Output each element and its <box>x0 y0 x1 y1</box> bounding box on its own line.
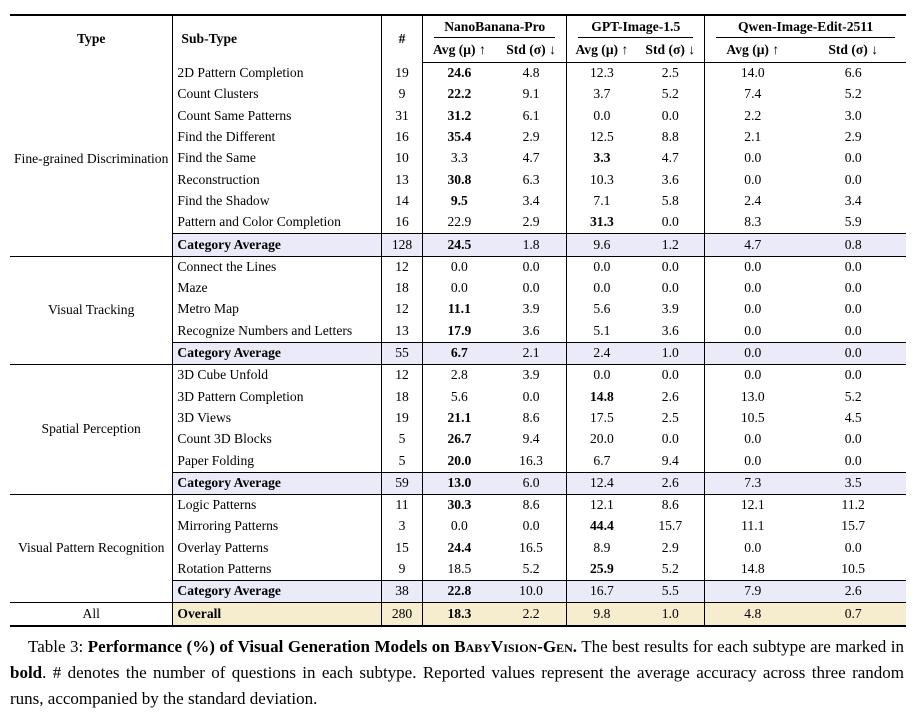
value-cell: 0.0 <box>844 171 862 187</box>
count-cell: 55 <box>382 342 423 364</box>
count-cell: 12 <box>382 299 423 320</box>
value-cell: 15.7 <box>658 518 683 534</box>
value-cell: 22.9 <box>422 212 495 234</box>
col-header-std-0: Std (σ) ↓ <box>496 39 567 63</box>
value-cell: 3.0 <box>844 107 862 123</box>
value-cell: 11.2 <box>841 497 865 513</box>
value-cell: 2.4 <box>705 191 801 212</box>
value-cell: 0.0 <box>705 148 801 169</box>
subtype-cell: Count Same Patterns <box>173 106 382 127</box>
value-cell: 24.5 <box>422 234 495 256</box>
value-cell: 0.0 <box>661 367 679 383</box>
count-cell: 16 <box>382 127 423 148</box>
value-cell: 7.3 <box>705 472 801 494</box>
value-cell: 15.7 <box>841 518 866 534</box>
count-cell: 18 <box>382 386 423 407</box>
value-cell: 31.3 <box>567 212 637 234</box>
value-cell: 0.0 <box>844 301 862 317</box>
count-cell: 280 <box>382 603 423 626</box>
value-cell: 5.6 <box>567 299 637 320</box>
col-header-std-2: Std (σ) ↓ <box>800 39 906 63</box>
count-cell: 9 <box>382 559 423 581</box>
value-cell: 13.0 <box>705 386 801 407</box>
value-cell: 12.5 <box>567 127 637 148</box>
results-table-container <box>10 14 906 627</box>
category-average-label: Category Average <box>173 342 382 364</box>
count-cell: 14 <box>382 191 423 212</box>
value-cell: 5.2 <box>844 86 862 102</box>
value-cell: 9.8 <box>567 603 637 626</box>
value-cell: 3.6 <box>522 322 540 338</box>
value-cell: 10.3 <box>567 169 637 190</box>
count-cell: 59 <box>382 472 423 494</box>
value-cell: 0.0 <box>844 322 862 338</box>
count-cell: 11 <box>382 494 423 516</box>
value-cell: 14.0 <box>705 63 801 85</box>
header-model-row <box>10 15 906 39</box>
value-cell: 9.4 <box>522 431 540 447</box>
col-header-type: Type <box>76 30 106 46</box>
value-cell: 0.0 <box>705 299 801 320</box>
category-average-label: Category Average <box>173 472 382 494</box>
value-cell: 3.9 <box>522 367 540 383</box>
value-cell: 2.9 <box>844 129 862 145</box>
value-cell: 3.7 <box>567 84 637 105</box>
table-header <box>10 15 906 63</box>
value-cell: 6.0 <box>496 472 567 494</box>
value-cell: 8.6 <box>522 409 540 425</box>
value-cell: 8.6 <box>522 497 540 513</box>
overall-label: Overall <box>173 603 382 626</box>
value-cell: 0.7 <box>800 603 906 626</box>
caption-text-2: . # denotes the number of questions in each subtype. Reported values represent the average accuracy across three random runs, accompanied by the standard deviation. <box>10 663 904 708</box>
value-cell: 7.9 <box>705 581 801 603</box>
category-average-label: Category Average <box>173 234 382 256</box>
value-cell: 25.9 <box>567 559 637 581</box>
type-cell: Visual Tracking <box>47 301 135 317</box>
value-cell: 0.0 <box>705 256 801 278</box>
caption-text-1: The best results for each subtype are marked in <box>577 637 905 656</box>
value-cell: 3.4 <box>844 192 862 208</box>
value-cell: 5.8 <box>661 192 679 208</box>
value-cell: 0.0 <box>844 280 862 296</box>
value-cell: 10.5 <box>705 408 801 429</box>
subtype-row <box>10 365 906 387</box>
count-cell: 12 <box>382 256 423 278</box>
value-cell: 4.8 <box>522 65 540 81</box>
value-cell: 0.0 <box>422 278 495 299</box>
value-cell: 0.0 <box>661 431 679 447</box>
count-cell: 5 <box>382 429 423 450</box>
value-cell: 0.0 <box>661 280 679 296</box>
value-cell: 6.7 <box>422 342 495 364</box>
value-cell: 5.9 <box>844 214 862 230</box>
value-cell: 9.4 <box>661 452 679 468</box>
subtype-cell: Rotation Patterns <box>173 559 382 581</box>
value-cell: 11.1 <box>422 299 495 320</box>
value-cell: 24.6 <box>422 63 495 85</box>
value-cell: 17.5 <box>567 408 637 429</box>
value-cell: 4.7 <box>705 234 801 256</box>
results-table <box>10 14 906 627</box>
value-cell: 0.8 <box>800 234 906 256</box>
value-cell: 0.0 <box>705 365 801 387</box>
value-cell: 22.2 <box>422 84 495 105</box>
value-cell: 0.0 <box>844 367 862 383</box>
type-cell: Spatial Perception <box>41 421 141 437</box>
caption-prefix: Table 3: <box>28 637 88 656</box>
value-cell: 9.5 <box>422 191 495 212</box>
col-header-model-nanobanana-pro: NanoBanana-Pro <box>422 15 566 39</box>
subtype-cell: Find the Different <box>173 127 382 148</box>
subtype-cell: Mirroring Patterns <box>173 516 382 537</box>
value-cell: 8.3 <box>705 212 801 234</box>
value-cell: 1.2 <box>636 234 704 256</box>
value-cell: 0.0 <box>422 516 495 537</box>
subtype-cell: Pattern and Color Completion <box>173 212 382 234</box>
value-cell: 0.0 <box>661 107 679 123</box>
value-cell: 2.4 <box>567 342 637 364</box>
value-cell: 30.3 <box>422 494 495 516</box>
value-cell: 5.2 <box>661 561 679 576</box>
value-cell: 0.0 <box>705 429 801 450</box>
subtype-cell: Count Clusters <box>173 84 382 105</box>
col-header-avg-1: Avg (μ) ↑ <box>567 39 637 63</box>
col-header-std-1: Std (σ) ↓ <box>636 39 704 63</box>
subtype-cell: Count 3D Blocks <box>173 429 382 450</box>
value-cell: 0.0 <box>844 431 862 447</box>
value-cell: 0.0 <box>522 388 540 404</box>
value-cell: 21.1 <box>422 408 495 429</box>
subtype-cell: Logic Patterns <box>173 494 382 516</box>
value-cell: 3.5 <box>800 472 906 494</box>
category-average-label: Category Average <box>173 581 382 603</box>
subtype-cell: 3D Pattern Completion <box>173 386 382 407</box>
value-cell: 7.4 <box>705 84 801 105</box>
value-cell: 0.0 <box>705 169 801 190</box>
type-cell: Visual Pattern Recognition <box>17 540 165 556</box>
col-header-subtype: Sub-Type <box>173 15 382 63</box>
value-cell: 0.0 <box>522 258 540 274</box>
type-cell: Fine-grained Discrimination <box>14 150 169 166</box>
subtype-cell: Metro Map <box>173 299 382 320</box>
value-cell: 0.0 <box>800 342 906 364</box>
count-cell: 38 <box>382 581 423 603</box>
col-header-model-qwen-image-edit: Qwen-Image-Edit-2511 <box>705 15 906 39</box>
value-cell: 8.8 <box>661 129 679 145</box>
value-cell: 17.9 <box>422 321 495 343</box>
value-cell: 1.0 <box>636 342 704 364</box>
value-cell: 0.0 <box>844 150 862 166</box>
value-cell: 9.6 <box>567 234 637 256</box>
value-cell: 8.6 <box>661 497 679 513</box>
value-cell: 0.0 <box>567 278 637 299</box>
count-cell: 12 <box>382 365 423 387</box>
count-cell: 15 <box>382 538 423 559</box>
value-cell: 20.0 <box>422 450 495 472</box>
value-cell: 3.6 <box>661 171 679 187</box>
count-cell: 13 <box>382 321 423 343</box>
value-cell: 0.0 <box>705 321 801 343</box>
value-cell: 22.8 <box>422 581 495 603</box>
value-cell: 1.8 <box>496 234 567 256</box>
value-cell: 14.8 <box>567 386 637 407</box>
value-cell: 0.0 <box>422 256 495 278</box>
value-cell: 16.5 <box>519 539 543 555</box>
value-cell: 26.7 <box>422 429 495 450</box>
value-cell: 6.1 <box>522 107 540 123</box>
value-cell: 2.8 <box>422 365 495 387</box>
count-cell: 16 <box>382 212 423 234</box>
value-cell: 18.5 <box>422 559 495 581</box>
count-cell: 128 <box>382 234 423 256</box>
value-cell: 0.0 <box>522 518 540 534</box>
value-cell: 10.0 <box>496 581 567 603</box>
value-cell: 0.0 <box>844 452 862 468</box>
caption-title: Performance (%) of Visual Generation Models on BabyVision-Gen. <box>87 637 578 656</box>
value-cell: 9.1 <box>522 86 540 102</box>
value-cell: 0.0 <box>705 342 801 364</box>
value-cell: 16.7 <box>567 581 637 603</box>
subtype-cell: Find the Same <box>173 148 382 169</box>
value-cell: 4.7 <box>661 150 679 166</box>
subtype-row <box>10 494 906 516</box>
subtype-cell: 2D Pattern Completion <box>173 63 382 85</box>
value-cell: 2.1 <box>705 127 801 148</box>
value-cell: 2.1 <box>496 342 567 364</box>
col-header-count: # <box>382 15 423 63</box>
value-cell: 0.0 <box>705 278 801 299</box>
value-cell: 4.5 <box>844 409 862 425</box>
value-cell: 3.4 <box>522 192 540 208</box>
col-header-avg-0: Avg (μ) ↑ <box>422 39 495 63</box>
value-cell: 4.7 <box>522 150 540 166</box>
value-cell: 31.2 <box>422 106 495 127</box>
value-cell: 2.6 <box>661 388 679 404</box>
value-cell: 2.6 <box>636 472 704 494</box>
value-cell: 13.0 <box>422 472 495 494</box>
table-caption <box>10 634 904 712</box>
count-cell: 19 <box>382 408 423 429</box>
value-cell: 0.0 <box>661 214 679 230</box>
subtype-cell: Recognize Numbers and Letters <box>173 321 382 343</box>
value-cell: 2.2 <box>496 603 567 626</box>
subtype-cell: Find the Shadow <box>173 191 382 212</box>
value-cell: 0.0 <box>567 365 637 387</box>
type-cell: All <box>82 605 100 621</box>
count-cell: 5 <box>382 450 423 472</box>
value-cell: 2.2 <box>705 106 801 127</box>
value-cell: 2.9 <box>661 539 679 555</box>
count-cell: 3 <box>382 516 423 537</box>
subtype-cell: Overlay Patterns <box>173 538 382 559</box>
value-cell: 11.1 <box>705 516 801 537</box>
value-cell: 0.0 <box>844 258 862 274</box>
value-cell: 12.1 <box>705 494 801 516</box>
value-cell: 6.6 <box>844 65 862 81</box>
subtype-cell: Paper Folding <box>173 450 382 472</box>
value-cell: 3.3 <box>567 148 637 169</box>
value-cell: 5.1 <box>567 321 637 343</box>
value-cell: 3.6 <box>661 322 679 338</box>
subtype-cell: Connect the Lines <box>173 256 382 278</box>
value-cell: 7.1 <box>567 191 637 212</box>
value-cell: 0.0 <box>705 450 801 472</box>
value-cell: 16.3 <box>519 452 543 468</box>
value-cell: 0.0 <box>844 539 862 555</box>
count-cell: 31 <box>382 106 423 127</box>
value-cell: 3.9 <box>522 301 540 317</box>
value-cell: 30.8 <box>422 169 495 190</box>
count-cell: 19 <box>382 63 423 85</box>
value-cell: 5.5 <box>636 581 704 603</box>
count-cell: 18 <box>382 278 423 299</box>
value-cell: 5.2 <box>844 388 862 404</box>
value-cell: 2.5 <box>661 409 679 425</box>
value-cell: 0.0 <box>661 258 679 274</box>
value-cell: 1.0 <box>636 603 704 626</box>
subtype-cell: Reconstruction <box>173 169 382 190</box>
subtype-row <box>10 63 906 85</box>
value-cell: 2.5 <box>661 65 679 81</box>
value-cell: 6.7 <box>567 450 637 472</box>
value-cell: 12.1 <box>567 494 637 516</box>
col-header-model-gpt-image: GPT-Image-1.5 <box>567 15 705 39</box>
subtype-cell: 3D Cube Unfold <box>173 365 382 387</box>
value-cell: 35.4 <box>422 127 495 148</box>
value-cell: 0.0 <box>567 106 637 127</box>
value-cell: 6.3 <box>522 171 540 187</box>
value-cell: 0.0 <box>567 256 637 278</box>
value-cell: 5.2 <box>661 86 679 102</box>
col-header-avg-2: Avg (μ) ↑ <box>705 39 801 63</box>
value-cell: 20.0 <box>567 429 637 450</box>
value-cell: 24.4 <box>422 538 495 559</box>
value-cell: 4.8 <box>705 603 801 626</box>
value-cell: 5.2 <box>522 561 540 576</box>
subtype-row <box>10 256 906 278</box>
value-cell: 14.8 <box>705 559 801 581</box>
value-cell: 2.6 <box>800 581 906 603</box>
count-cell: 13 <box>382 169 423 190</box>
value-cell: 12.3 <box>567 63 637 85</box>
caption-bold-word: bold <box>10 663 43 682</box>
subtype-cell: 3D Views <box>173 408 382 429</box>
value-cell: 44.4 <box>567 516 637 537</box>
value-cell: 0.0 <box>522 280 540 296</box>
value-cell: 2.9 <box>522 129 540 145</box>
value-cell: 8.9 <box>567 538 637 559</box>
value-cell: 0.0 <box>705 538 801 559</box>
value-cell: 3.3 <box>422 148 495 169</box>
value-cell: 10.5 <box>841 561 866 576</box>
value-cell: 5.6 <box>422 386 495 407</box>
count-cell: 9 <box>382 84 423 105</box>
value-cell: 18.3 <box>422 603 495 626</box>
count-cell: 10 <box>382 148 423 169</box>
value-cell: 12.4 <box>567 472 637 494</box>
table-body <box>10 63 906 626</box>
subtype-cell: Maze <box>173 278 382 299</box>
benchmark-name: BabyVision-Gen <box>454 637 573 656</box>
value-cell: 3.9 <box>661 301 679 317</box>
overall-row <box>10 603 906 626</box>
value-cell: 2.9 <box>522 214 540 230</box>
